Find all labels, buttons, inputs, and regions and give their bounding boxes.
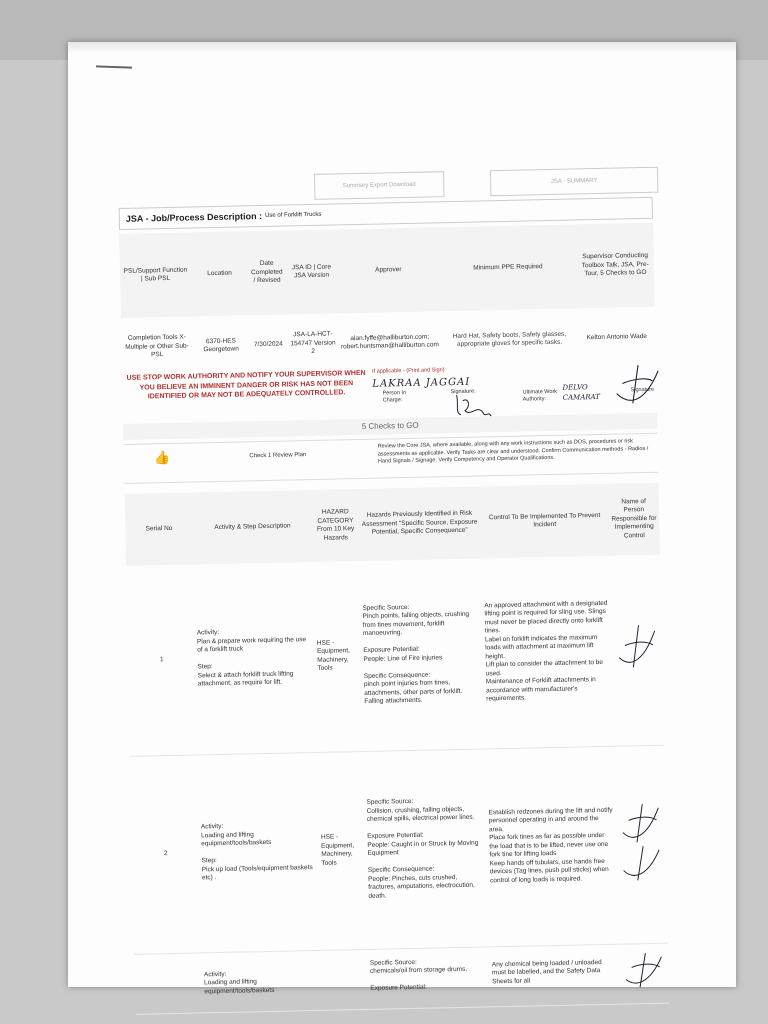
col-ppe: Minimum PPE Required — [438, 224, 577, 311]
row3-control: Any chemical being loaded / unloaded must be labelled, and the Safety Data Sheets for all — [489, 944, 618, 1007]
row1-serial: 1 — [126, 565, 197, 756]
col-serial: Serial No — [125, 493, 194, 566]
header-table — [119, 223, 656, 378]
row3-hazard-category — [321, 949, 368, 1010]
col-approver: Approver — [336, 227, 440, 313]
col-location: Location — [190, 231, 249, 316]
signature-label: Signature: — [450, 388, 476, 396]
cell-approver: alan.fyffe@halliburton.com; robert.huntsman@halliburton.com — [340, 333, 439, 351]
ultimate-work-authority-label: Ultimate Work Authority: — [522, 388, 558, 403]
row2-responsible-signature — [613, 745, 668, 944]
check1-label: Check 1 Review Plan — [249, 452, 307, 460]
signature2-label: Signature — [630, 386, 655, 394]
cell-jsa-id: JSA-LA-HCT-154747 Version 2 — [290, 330, 336, 356]
col-psl: PSL/Support Function | Sub PSL — [119, 233, 192, 318]
row2-hazard-category: HSE - Equipment, Machinery, Tools — [317, 751, 367, 950]
title-value: Use of Forklift Trucks — [264, 211, 322, 219]
row2-control: Establish redzones during the lift and notify personnel operating in and around the area. Place fork tines as far as possible under the load that is to be lifted, never use one fork tine for lifting loads Keep hands off tubulars, use hands free devices (Tag lines, push pull sticks) when control of long loads is required. — [485, 746, 617, 947]
row1-hazard-category: HSE - Equipment, Machinery, Tools — [313, 561, 363, 752]
cell-supervisor: Kelton Antonio Wade — [586, 332, 648, 341]
row1-activity: Activity: Plan & prepare work requiring the use of a forklift truck Step: Select & attach forklift truck lifting attachment, as require for lift. — [193, 562, 317, 754]
person-in-charge-label: Person In Charge: — [382, 390, 407, 404]
row1-hazards: Specific Source: Pinch points, falling objects, crushing from tines movement, forklift manoeuvring. Exposure Potential: People: Line of Fire injuries Specific Consequence: pinch point injuries from tines, attachments, other parts of forklift. Falling attachments. — [359, 558, 485, 751]
cell-location: 6370-HES Georgetown — [203, 337, 239, 354]
cell-psl: Completion Tools X-Multiple or Other Sub-PSL — [125, 333, 189, 359]
row3-hazards: Specific Source: chemicals/oil from storage drums. Exposure Potential: — [368, 946, 491, 1009]
col-date: Date Completed / Revised — [247, 231, 286, 316]
row2-serial: 2 — [130, 754, 201, 953]
row1-responsible-signature — [610, 555, 664, 746]
cell-date: 7/30/2024 — [253, 340, 283, 348]
handwritten-uwa-name: DELVO CAMARAT — [562, 383, 601, 402]
row3-responsible-signature — [618, 943, 670, 1004]
if-applicable-label: If applicable - (Print and Sign) — [372, 367, 445, 375]
table-row — [130, 745, 668, 954]
col-jsa-id: JSA ID | Core JSA Version — [285, 229, 338, 314]
check1-description: Review the Core JSA, where available, along with any work instructions such as DOS, procedures or risk assessments as applicable. Verify Tasks are clear and understood. Confirm Communication methods - Radios / Hand Signals / Signage. Verify Competency and Operator Qualifications. — [377, 438, 649, 465]
row3-serial — [134, 952, 203, 1013]
signature-row1 — [616, 623, 657, 674]
signature-uwa — [612, 363, 663, 414]
handwritten-person-name: LAKRAA JAGGAI — [372, 376, 471, 390]
row3-activity: Activity: Loading and lifting equipment/tools/baskets — [202, 950, 323, 1012]
col-supervisor: Supervisor Conducting Toolbox Talk, JSA, Pre-Tour, 5 Checks to GO — [576, 223, 655, 309]
cell-ppe: Hard Hat, Safety boots, Safety glasses, appropriate gloves for specific tasks. — [452, 330, 567, 348]
table-row — [134, 943, 669, 1014]
col-responsible: Name of Person Responsible for Implementing Control — [608, 483, 660, 556]
thumbs-up-icon: 👍 — [153, 449, 171, 466]
pen-mark — [96, 65, 132, 68]
row2-hazards: Specific Source: Collision, crushing, falling objects, chemical spills, electrical power lines. Exposure Potential: People: Caught in or Struck by Moving Equipment Specific Consequence: People: Pinches, cuts crushed, fractures, amputations, electrocution, death. — [363, 748, 489, 949]
row1-control: An approved attachment with a designated lifting point is required for sling use. Slings must never be placed directly onto forklift tines. Label on forklift indicates the maximum loads with attachment at maximum lift height. Lift plan to consider the attachment to be used. Maintenance of Forklift attachments in accordance with manufacturer's requirements. — [481, 556, 613, 749]
col-hazards: Hazards Previously Identified in Risk Assessment "Specific Source, Exposure Potential, Specific Consequence" — [358, 486, 481, 561]
table-row — [126, 555, 664, 756]
signature-row3 — [623, 951, 664, 992]
jsa-summary-button[interactable]: JSA - SUMMARY — [490, 167, 659, 197]
signature-row2 — [620, 802, 662, 883]
hazard-table — [125, 483, 670, 1015]
stop-work-warning: USE STOP WORK AUTHORITY AND NOTIFY YOUR SUPERVISOR WHEN YOU BELIEVE AN IMMINENT DANGER OR RISK HAS NOT BEEN IDENTIFIED OR MAY NOT BE ADEQUATELY CONTROLLED. — [126, 369, 366, 401]
row2-activity: Activity: Loading and lifting equipment/tools/baskets Step: Pick up load (Tools/equipment baskets etc) . — [197, 752, 321, 952]
col-control: Control To Be Implemented To Prevent Incident — [480, 484, 610, 559]
col-activity: Activity & Step Description — [192, 490, 313, 564]
summary-export-button[interactable]: Summary Export Download — [314, 171, 445, 200]
col-hazard-category: HAZARD CATEGORY From 10 Key Hazards — [312, 489, 360, 562]
title-label: JSA - Job/Process Description : — [125, 210, 263, 224]
five-checks-header: 5 Checks to GO — [123, 413, 657, 440]
